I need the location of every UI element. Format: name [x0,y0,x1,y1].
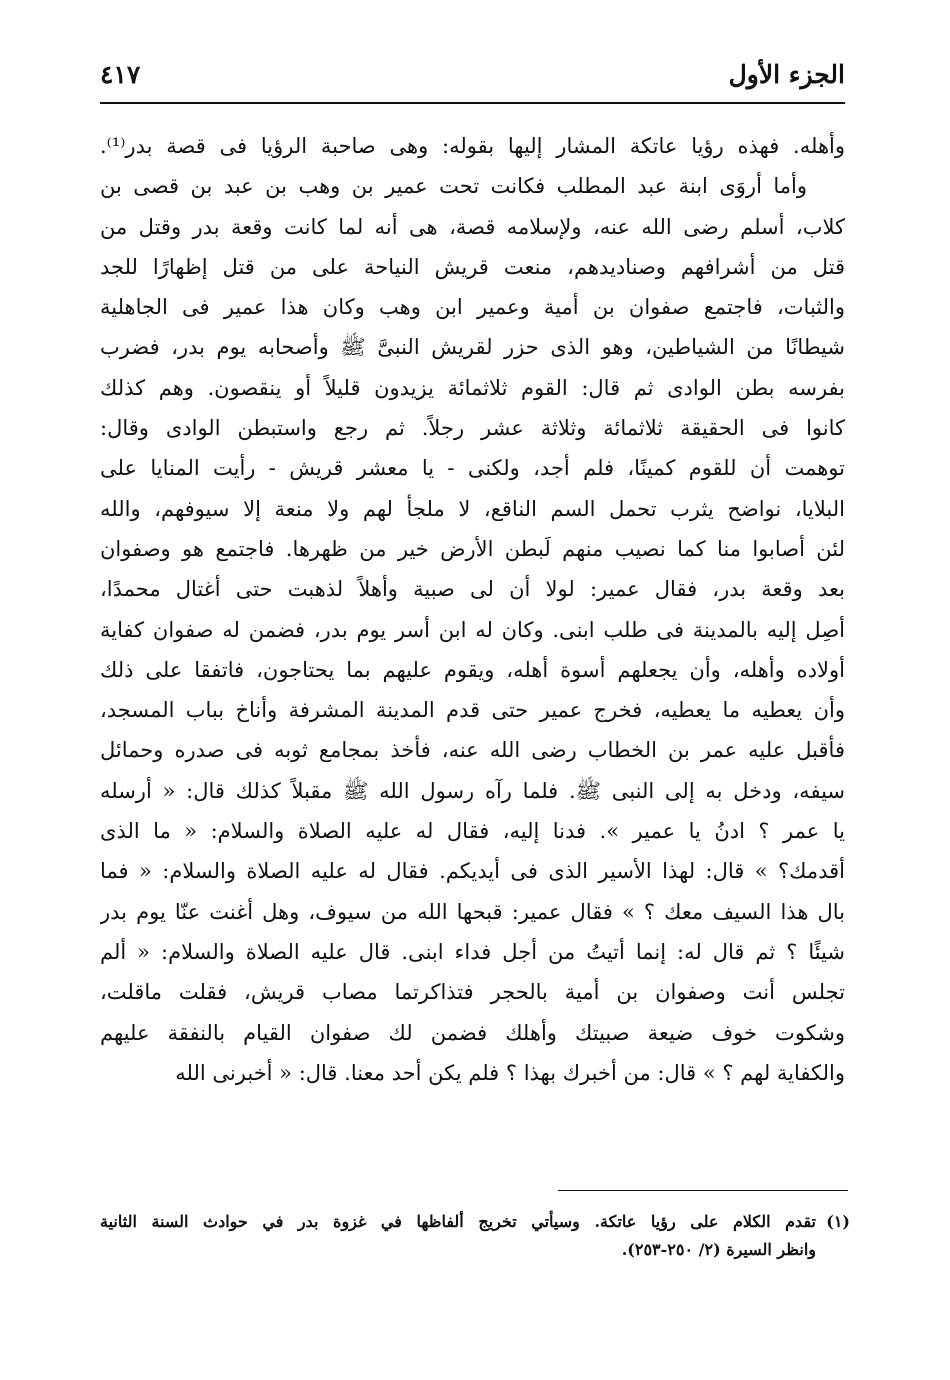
text-line: تجلس أنت وصفوان بن أمية بالحجر فتذاكرتما مصاب قريش، فقلت ماقلت، [100,980,845,1005]
text-line: وشكوت خوف ضيعة صبيتك وأهلك فضمن لك صفوان القيام بالنفقة عليهم [100,1020,845,1045]
running-title: الجزء الأول [728,60,845,89]
text-line: أولاده وأهله، وأن يجعلهم أسوة أهله، ويقوم عليهم بما يحتاجون، فاتفقا على ذلك [100,657,845,682]
page-header [100,58,845,104]
footnote-divider [558,1190,848,1191]
text-line: توهمت أن للقوم كمينًا، فلم أجد، ولكنى - يا معشر قريش - رأيت المنايا على [100,456,845,481]
text-line: يا عمر ؟ ادنُ يا عمير ». فدنا إليه، فقال له عليه الصلاة والسلام: « ما الذى [100,819,845,844]
text-line: وأن يعطيه ما يعطيه، فخرج عمير حتى قدم المدينة المشرفة وأناخ بباب المسجد، [100,698,845,723]
footnote-marker: (١) [826,1212,850,1231]
text-line: بال هذا السيف معك ؟ » فقال عمير: قبحها الله من سيوف، وهل أغنت عنّا يوم بدر [100,899,845,924]
text-line: وأهله. فهذه رؤيا عاتكة المشار إليها بقوله: وهى صاحبة الرؤيا فى قصة بدر⁽¹⁾. [100,134,845,158]
footnote-line [100,1208,850,1236]
page-number: ٤١٧ [100,60,141,89]
text-line: شيئًا ؟ ثم قال له: إنما أتيتُ من أجل فداء ابنى. قال عليه الصلاة والسلام: « ألم [100,939,845,964]
text-line: أصِل إليه بالمدينة فى طلب ابنى. وكان له ابن أسر يوم بدر، فضمن له صفوان كفاية [100,617,845,642]
footnote-line: وانظر السيرة (٢/ ٢٥٠-٢٥٣). [621,1240,816,1259]
text-line: كلاب، أسلم رضى الله عنه، ولإسلامه قصة، هى أنه لما كانت وقعة بدر وقتل من [100,214,845,239]
text-line: كانوا فى الحقيقة ثلاثمائة وثلاثة عشر رجلاً. ثم رجع واستبطن الوادى وقال: [100,416,845,441]
text-line: لئن أصابوا منا كما نصيب منهم لَبطن الأرض خير من ظهرها. فاجتمع هو وصفوان [100,536,845,561]
text-line: وأما أروَى ابنة عبد المطلب فكانت تحت عمير بن وهب بن عبد بن قصى بن [100,174,807,199]
text-line: البلايا، نواضح يثرب تحمل السم الناقع، لا ملجأ لهم ولا منعة إلا سيوفهم، والله [100,496,845,521]
text-line: أقدمك؟ » قال: لهذا الأسير الذى فى أيديكم. فقال له عليه الصلاة والسلام: « فما [100,859,845,884]
text-line: والثبات، فاجتمع صفوان بن أمية وعمير ابن وهب وكان هذا عمير فى الجاهلية [100,295,845,320]
text-line: شيطانًا من الشياطين، وهو الذى حزر لقريش النبىَّ ﷺ وأصحابه يوم بدر، فضرب [100,335,845,360]
footnote-text: تقدم الكلام على رؤيا عاتكة. وسيأتي تخريج ألفاظها في غزوة بدر في حوادث السنة الثانية [100,1212,816,1231]
body-text [100,126,845,1093]
text-line: بعد وقعة بدر، فقال عمير: لولا أن لى صبية وأهلاً لذهبت حتى أغتال محمدًا، [100,577,845,602]
text-line: والكفاية لهم ؟ » قال: من أخبرك بهذا ؟ فلم يكن أحد معنا. قال: « أخبرنى الله [175,1060,845,1085]
text-line: فأقبل عليه عمر بن الخطاب رضى الله عنه، فأخذ بمجامع ثوبه فى صدره وحمائل [100,738,845,763]
footnote [100,1208,850,1264]
text-line: بفرسه بطن الوادى ثم قال: القوم ثلاثمائة يزيدون قليلاً أو ينقصون. وهم كذلك [100,375,845,400]
text-line: قتل من أشرافهم وصناديدهم، منعت قريش النياحة على من قتل إظهارًا للجد [100,254,845,279]
text-line: سيفه، ودخل به إلى النبى ﷺ. فلما رآه رسول الله ﷺ مقبلاً كذلك قال: « أرسله [100,778,845,803]
